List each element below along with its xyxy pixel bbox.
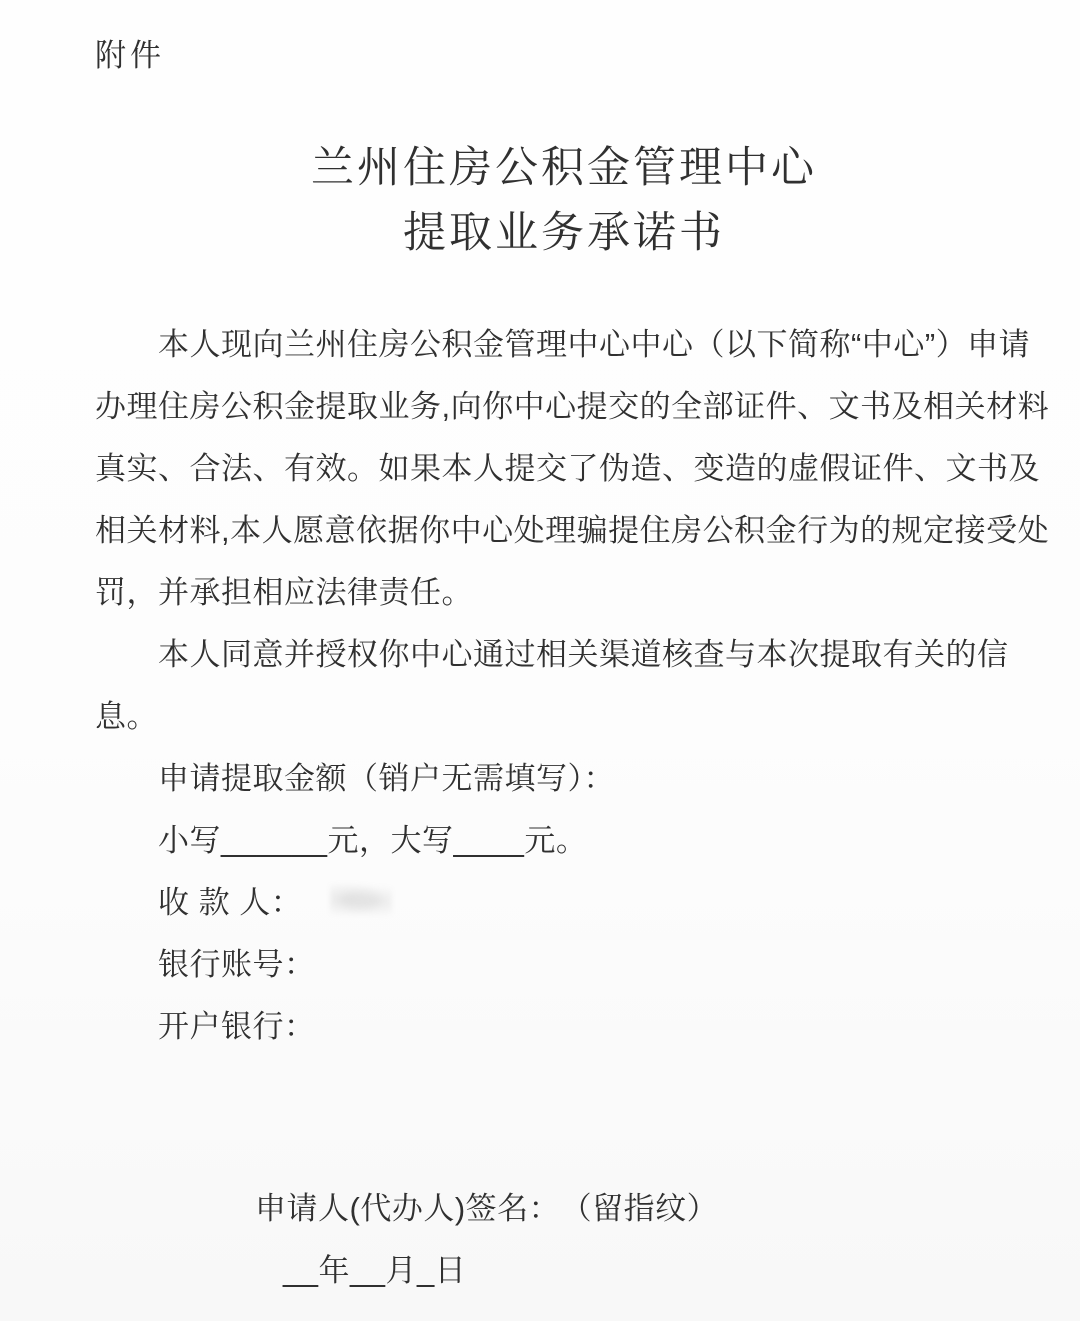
document-body: [95, 314, 1055, 1058]
commitment-paragraph-line-4: 相关材料,本人愿意依据你中心处理骗提住房公积金行为的规定接受处: [95, 513, 1050, 548]
document-title: [24, 136, 1080, 266]
authorization-paragraph-line-2: 息。: [95, 699, 158, 734]
signature-block: [255, 1178, 718, 1302]
amount-blanks-line: 小写______元，大写____元。: [158, 823, 588, 858]
withdrawal-amount-label-line: 申请提取金额（销户无需填写）：: [158, 761, 615, 796]
commitment-paragraph-line-5: 罚，并承担相应法律责任。: [95, 575, 473, 610]
date-line: __年__月_日: [283, 1253, 467, 1288]
signature-line: 申请人(代办人)签名： （留指纹）: [255, 1191, 719, 1226]
authorization-paragraph-line-1: 本人同意并授权你中心通过相关渠道核查与本次提取有关的信: [158, 637, 1009, 672]
erased-text-smudge: [330, 884, 392, 920]
commitment-paragraph-line-3: 真实、合法、有效。如果本人提交了伪造、变造的虚假证件、文书及: [95, 451, 1040, 486]
payee-label-line: 收 款 人：: [158, 885, 303, 920]
bank-branch-label-line: 开户银行：: [158, 1009, 316, 1044]
bank-account-label-line: 银行账号：: [158, 947, 316, 982]
commitment-paragraph-line-1: 本人现向兰州住房公积金管理中心中心（以下简称“中心”）申请: [158, 327, 1031, 362]
commitment-paragraph-line-2: 办理住房公积金提取业务,向你中心提交的全部证件、文书及相关材料: [95, 389, 1050, 424]
attachment-label: 附件: [95, 38, 165, 73]
document-title-line2: 提取业务承诺书: [403, 209, 725, 257]
document-title-line1: 兰州住房公积金管理中心: [311, 144, 817, 192]
